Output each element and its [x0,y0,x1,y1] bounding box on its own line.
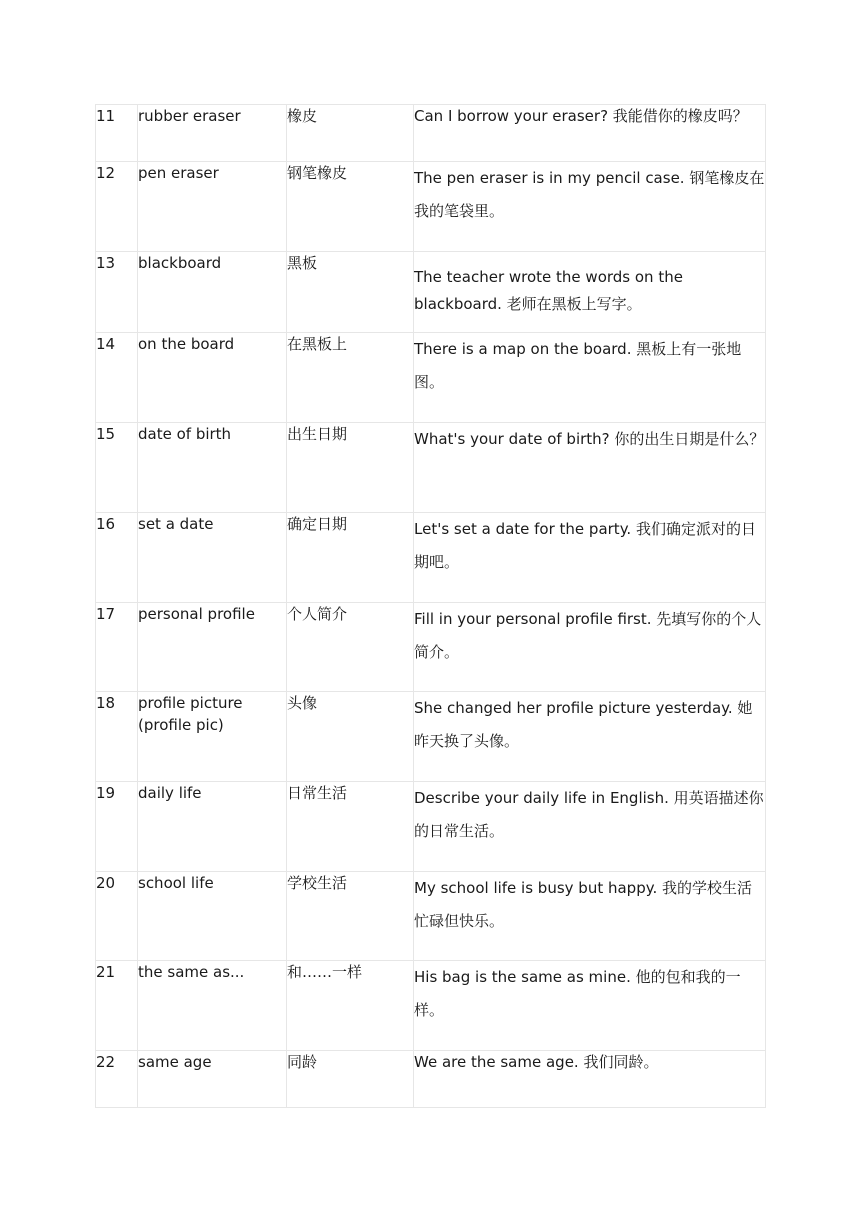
chinese-meaning: 出生日期 [287,423,414,513]
entry-number: 18 [96,692,138,782]
chinese-meaning: 头像 [287,692,414,782]
example-sentence: What's your date of birth? 你的出生日期是什么？ [414,423,766,513]
english-term: school life [138,872,287,961]
english-term: same age [138,1051,287,1108]
english-term: daily life [138,782,287,872]
english-term: blackboard [138,252,287,333]
english-term: profile picture (profile pic) [138,692,287,782]
example-sentence: The teacher wrote the words on the blackboard. 老师在黑板上写字。 [414,252,766,333]
chinese-meaning: 确定日期 [287,513,414,603]
entry-number: 21 [96,961,138,1051]
table-row [96,782,766,872]
example-sentence: Can I borrow your eraser? 我能借你的橡皮吗？ [414,105,766,162]
english-term: rubber eraser [138,105,287,162]
chinese-meaning: 个人简介 [287,603,414,692]
english-term: on the board [138,333,287,423]
vocabulary-table [95,104,766,1108]
example-sentence: Describe your daily life in English. 用英语描述你的日常生活。 [414,782,766,872]
table-row [96,423,766,513]
example-sentence: Fill in your personal profile first. 先填写你的个人简介。 [414,603,766,692]
chinese-meaning: 日常生活 [287,782,414,872]
table-row [96,872,766,961]
chinese-meaning: 和……一样 [287,961,414,1051]
example-sentence: His bag is the same as mine. 他的包和我的一样。 [414,961,766,1051]
entry-number: 17 [96,603,138,692]
entry-number: 12 [96,162,138,252]
example-sentence: My school life is busy but happy. 我的学校生活忙碌但快乐。 [414,872,766,961]
vocabulary-page [95,104,765,1108]
english-term: set a date [138,513,287,603]
table-row [96,961,766,1051]
example-sentence: There is a map on the board. 黑板上有一张地图。 [414,333,766,423]
example-sentence: The pen eraser is in my pencil case. 钢笔橡皮在我的笔袋里。 [414,162,766,252]
english-term: date of birth [138,423,287,513]
table-row [96,1051,766,1108]
example-sentence: We are the same age. 我们同龄。 [414,1051,766,1108]
english-term: pen eraser [138,162,287,252]
english-term: personal profile [138,603,287,692]
entry-number: 14 [96,333,138,423]
chinese-meaning: 黑板 [287,252,414,333]
chinese-meaning: 橡皮 [287,105,414,162]
entry-number: 19 [96,782,138,872]
table-row [96,603,766,692]
table-row [96,692,766,782]
table-row [96,252,766,333]
chinese-meaning: 在黑板上 [287,333,414,423]
entry-number: 20 [96,872,138,961]
entry-number: 11 [96,105,138,162]
table-row [96,333,766,423]
entry-number: 22 [96,1051,138,1108]
chinese-meaning: 同龄 [287,1051,414,1108]
example-sentence: She changed her profile picture yesterday. 她昨天换了头像。 [414,692,766,782]
example-sentence: Let's set a date for the party. 我们确定派对的日期吧。 [414,513,766,603]
table-row [96,162,766,252]
entry-number: 15 [96,423,138,513]
entry-number: 16 [96,513,138,603]
chinese-meaning: 钢笔橡皮 [287,162,414,252]
chinese-meaning: 学校生活 [287,872,414,961]
table-row [96,105,766,162]
english-term: the same as... [138,961,287,1051]
entry-number: 13 [96,252,138,333]
table-row [96,513,766,603]
